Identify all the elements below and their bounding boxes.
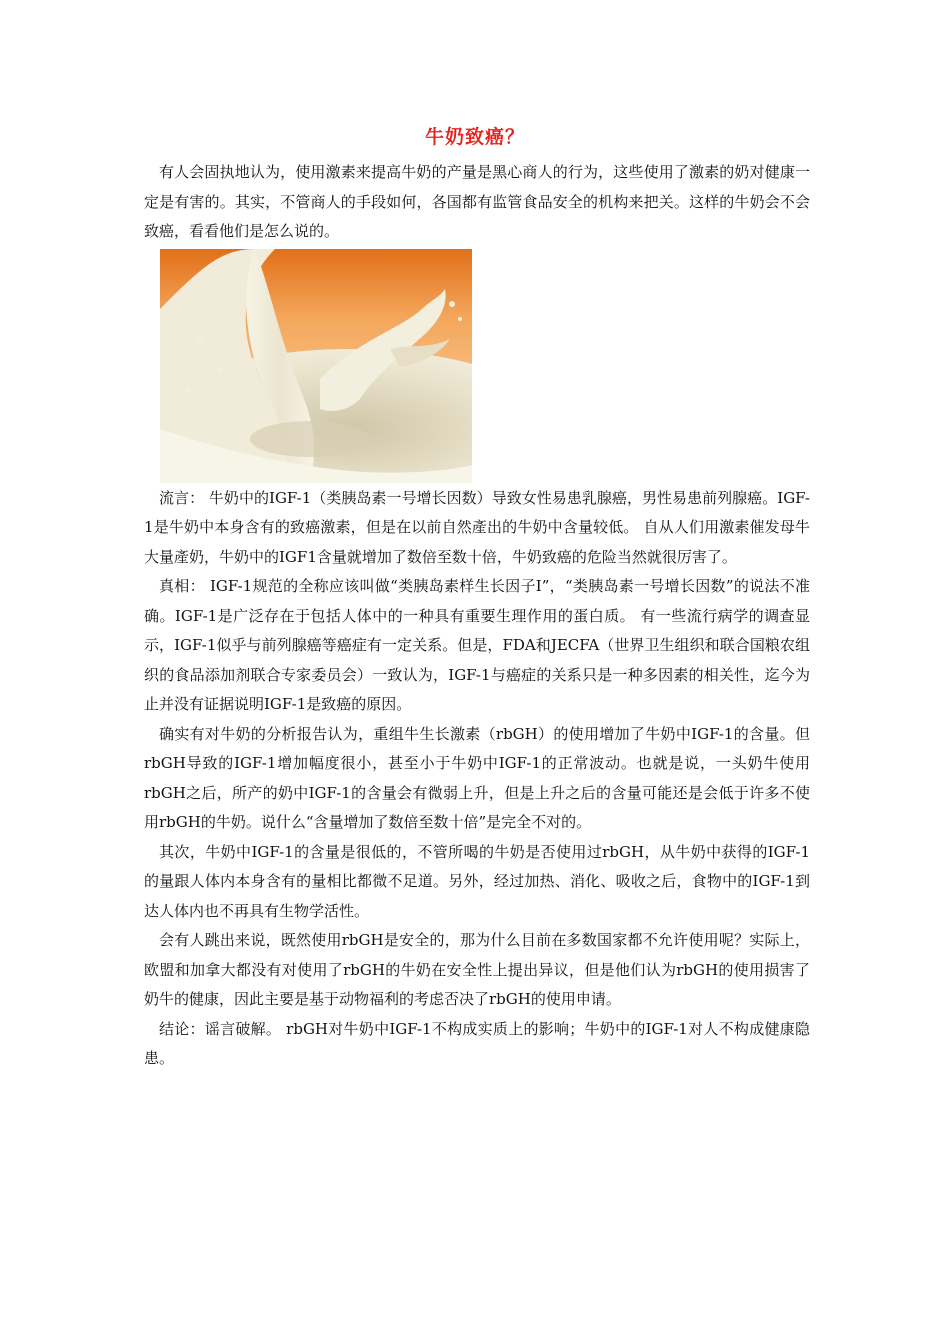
truth-paragraph: 真相： IGF-1规范的全称应该叫做“类胰岛素样生长因子I”，“类胰岛素一号增长因数”的说法不准确。IGF-1是广泛存在于包括人体中的一种具有重要生理作用的蛋白质。 有一些流行病学的调查显示，IGF-1似乎与前列腺癌等癌症有一定关系。但是，FDA和JECFA（世界卫生组织和联合国粮农组织的食品添加剂联合专家委员会）一致认为，IGF-1与癌症的关系只是一种多因素的相关性，迄今为止并没有证据说明IGF-1是致癌的原因。 [144,577,810,713]
milk-splash-photo-icon [160,249,472,483]
conclusion-paragraph: 结论：谣言破解。 rbGH对牛奶中IGF-1不构成实质上的影响；牛奶中的IGF-1对人不构成健康隐患。 [144,1019,810,1067]
milk-splash-image [160,249,472,483]
rumor-paragraph: 流言： 牛奶中的IGF-1（类胰岛素一号增长因数）导致女性易患乳腺癌，男性易患前列腺癌。IGF-1是牛奶中本身含有的致癌激素，但是在以前自然產出的牛奶中含量较低。 自从人们用激素催发母牛大量產奶，牛奶中的IGF1含量就增加了数倍至数十倍，牛奶致癌的危险当然就很厉害了。 [144,488,810,566]
analysis-paragraph: 确实有对牛奶的分析报告认为，重组牛生长激素（rbGH）的使用增加了牛奶中IGF-1的含量。但rbGH导致的IGF-1增加幅度很小，甚至小于牛奶中IGF-1的正常波动。也就是说，一头奶牛使用rbGH之后，所产的奶中IGF-1的含量会有微弱上升，但是上升之后的含量可能还是会低于许多不使用rbGH的牛奶。说什么“含量增加了数倍至数十倍”是完全不对的。 [144,724,810,831]
question-paragraph: 会有人跳出来说，既然使用rbGH是安全的，那为什么目前在多数国家都不允许使用呢？实际上，欧盟和加拿大都没有对使用了rbGH的牛奶在安全性上提出异议，但是他们认为rbGH的使用损害了奶牛的健康，因此主要是基于动物福利的考虑否决了rbGH的使用申请。 [144,931,810,1008]
secondly-paragraph: 其次，牛奶中IGF-1的含量是很低的，不管所喝的牛奶是否使用过rbGH，从牛奶中获得的IGF-1的量跟人体内本身含有的量相比都微不足道。另外，经过加热、消化、吸收之后，食物中的IGF-1到达人体内也不再具有生物学活性。 [144,842,810,920]
article-body [144,158,810,1074]
intro-paragraph: 有人会固执地认为，使用激素来提高牛奶的产量是黑心商人的行为，这些使用了激素的奶对健康一定是有害的。其实，不管商人的手段如何，各国都有监管食品安全的机构来把关。这样的牛奶会不会致癌，看看他们是怎么说的。 [144,163,810,240]
document-title: 牛奶致癌？ [424,126,525,148]
